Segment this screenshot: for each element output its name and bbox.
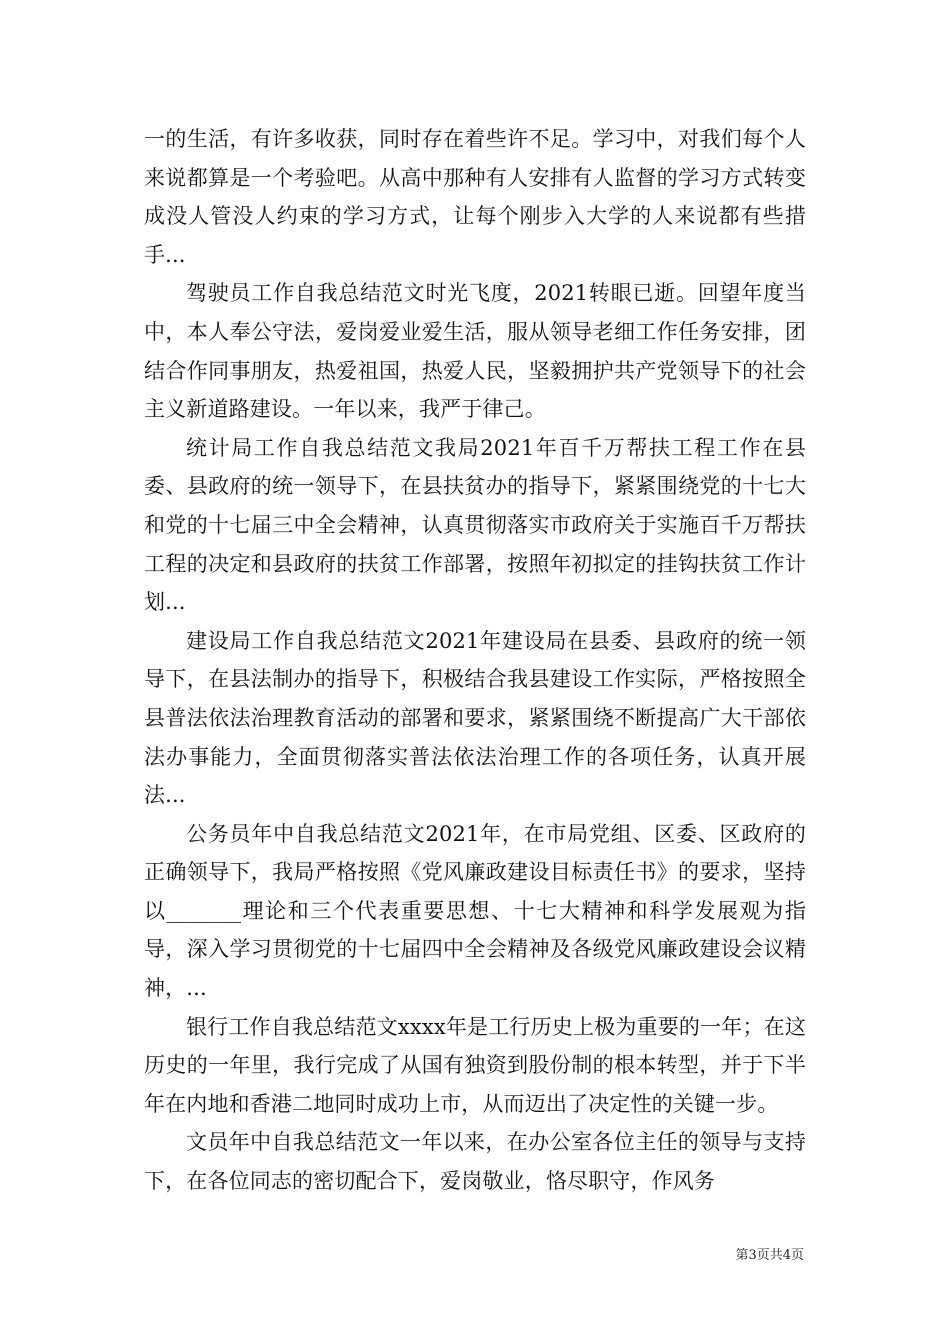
paragraph-statistics-bureau-summary: 统计局工作自我总结范文我局2021年百千万帮扶工程工作在县委、县政府的统一领导下，在县扶贫办的指导下，紧紧围绕党的十七大和党的十七届三中全会精神，认真贯彻落实市政府关于实施百千万帮扶工程的决定和县政府的扶贫工作部署，按照年初拟定的挂钩扶贫工作计划... xyxy=(144,435,806,615)
paragraph-civil-servant-summary: 公务员年中自我总结范文2021年，在市局党组、区委、区政府的正确领导下，我局严格按照《党风廉政建设目标责任书》的要求，坚持以_______理论和三个代表重要思想、十七大精神和科学发展观为指导，深入学习贯彻党的十七届四中全会精神及各级党风廉政建设会议精神，... xyxy=(144,821,806,1001)
paragraph-bank-summary: 银行工作自我总结范文xxxx年是工行历史上极为重要的一年；在这历史的一年里，我行完成了从国有独资到股份制的根本转型，并于下半年在内地和香港二地同时成功上市，从而迈出了决定性的关键一步。 xyxy=(144,1014,806,1116)
paragraph-driver-summary: 驾驶员工作自我总结范文时光飞度，2021转眼已逝。回望年度当中，本人奉公守法，爱岗爱业爱生活，服从领导老细工作任务安排，团结合作同事朋友，热爱祖国，热爱人民，坚毅拥护共产党领导下的社会主义新道路建设。一年以来，我严于律己。 xyxy=(144,281,806,422)
paragraph-continuation: 一的生活，有许多收获，同时存在着些许不足。学习中，对我们每个人来说都算是一个考验吧。从高中那种有人安排有人监督的学习方式转变成没人管没人约束的学习方式，让每个刚步入大学的人来说都有些措手... xyxy=(144,127,806,267)
paragraph-clerk-summary: 文员年中自我总结范文一年以来，在办公室各位主任的领导与支持下，在各位同志的密切配合下，爱岗敬业，恪尽职守，作风务 xyxy=(144,1130,806,1194)
document-body xyxy=(144,120,806,1201)
paragraph-construction-bureau-summary: 建设局工作自我总结范文2021年建设局在县委、县政府的统一领导下，在县法制办的指导下，积极结合我县建设工作实际，严格按照全县普法依法治理教育活动的部署和要求，紧紧围绕不断提高广大干部依法办事能力，全面贯彻落实普法依法治理工作的各项任务，认真开展法... xyxy=(144,628,806,808)
page-number: 第3页共4页 xyxy=(735,1248,804,1263)
